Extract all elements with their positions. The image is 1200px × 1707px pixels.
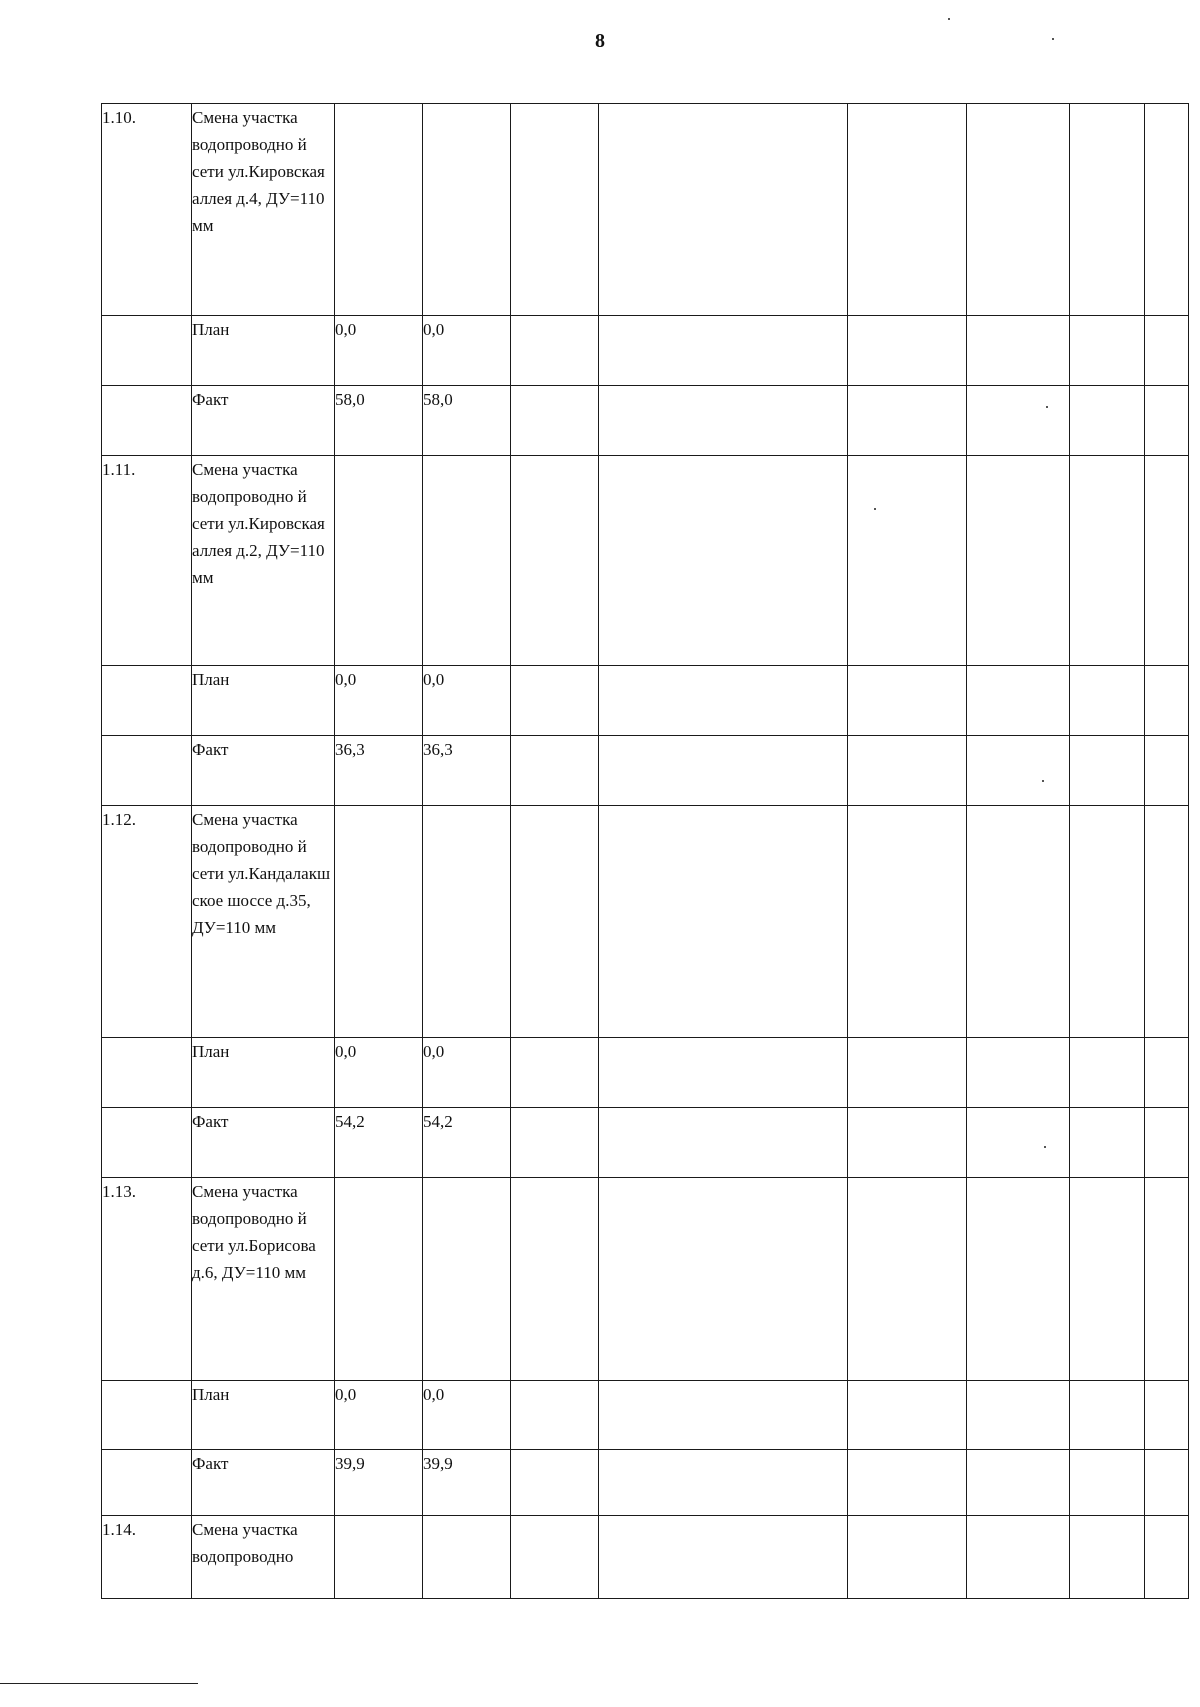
- scan-speck: [1042, 780, 1044, 782]
- empty-cell: [1145, 1516, 1189, 1599]
- empty-cell: [511, 666, 599, 736]
- empty-cell: [848, 666, 967, 736]
- table-row: [102, 1381, 1189, 1450]
- empty-cell: [1145, 666, 1189, 736]
- empty-cell: [423, 1516, 511, 1599]
- empty-cell: [1070, 104, 1145, 316]
- empty-cell: [335, 456, 423, 666]
- plan-label: План: [192, 1038, 335, 1108]
- empty-cell: [599, 736, 848, 806]
- empty-cell: [967, 1108, 1070, 1178]
- plan-label: План: [192, 316, 335, 386]
- scan-speck: [874, 508, 876, 510]
- table-row: [102, 1038, 1189, 1108]
- empty-cell: [1145, 1178, 1189, 1381]
- empty-cell: [599, 386, 848, 456]
- plan-value: 0,0: [335, 316, 423, 386]
- empty-cell: [511, 386, 599, 456]
- plan-value: 0,0: [423, 1381, 511, 1450]
- table-row: [102, 1516, 1189, 1599]
- empty-cell: [102, 1108, 192, 1178]
- empty-cell: [599, 1108, 848, 1178]
- footnote-separator: [0, 1683, 198, 1684]
- plan-value: 0,0: [335, 1038, 423, 1108]
- fact-value: 36,3: [335, 736, 423, 806]
- empty-cell: [848, 1516, 967, 1599]
- table-row: [102, 1450, 1189, 1516]
- scan-speck: [1052, 38, 1054, 40]
- scan-speck: [948, 18, 950, 20]
- empty-cell: [967, 666, 1070, 736]
- item-name: Смена участка водопроводно й сети ул.Кировская аллея д.4, ДУ=110 мм: [192, 104, 335, 316]
- empty-cell: [511, 1108, 599, 1178]
- empty-cell: [1070, 1038, 1145, 1108]
- table-row: [102, 666, 1189, 736]
- fact-label: Факт: [192, 386, 335, 456]
- empty-cell: [102, 666, 192, 736]
- scan-speck: [1044, 1146, 1046, 1148]
- scan-speck: [1046, 406, 1048, 408]
- empty-cell: [967, 104, 1070, 316]
- table-row: [102, 806, 1189, 1038]
- item-number: 1.11.: [102, 456, 192, 666]
- empty-cell: [1145, 1381, 1189, 1450]
- plan-value: 0,0: [423, 316, 511, 386]
- empty-cell: [1070, 456, 1145, 666]
- empty-cell: [967, 316, 1070, 386]
- empty-cell: [599, 316, 848, 386]
- empty-cell: [967, 456, 1070, 666]
- empty-cell: [1145, 736, 1189, 806]
- fact-label: Факт: [192, 1108, 335, 1178]
- item-number: 1.10.: [102, 104, 192, 316]
- empty-cell: [511, 1516, 599, 1599]
- empty-cell: [102, 1450, 192, 1516]
- empty-cell: [1070, 386, 1145, 456]
- empty-cell: [1145, 1108, 1189, 1178]
- empty-cell: [848, 1108, 967, 1178]
- table-row: [102, 1178, 1189, 1381]
- empty-cell: [848, 386, 967, 456]
- empty-cell: [1070, 316, 1145, 386]
- empty-cell: [848, 316, 967, 386]
- empty-cell: [423, 456, 511, 666]
- empty-cell: [511, 1038, 599, 1108]
- table-row: [102, 316, 1189, 386]
- fact-value: 54,2: [423, 1108, 511, 1178]
- plan-value: 0,0: [423, 666, 511, 736]
- fact-value: 39,9: [335, 1450, 423, 1516]
- item-name: Смена участка водопроводно й сети ул.Кировская аллея д.2, ДУ=110 мм: [192, 456, 335, 666]
- fact-value: 36,3: [423, 736, 511, 806]
- plan-label: План: [192, 1381, 335, 1450]
- fact-value: 58,0: [423, 386, 511, 456]
- item-name: Смена участка водопроводно й сети ул.Кандалакш ское шоссе д.35, ДУ=110 мм: [192, 806, 335, 1038]
- empty-cell: [1070, 736, 1145, 806]
- fact-label: Факт: [192, 736, 335, 806]
- empty-cell: [967, 1516, 1070, 1599]
- empty-cell: [1070, 806, 1145, 1038]
- empty-cell: [1145, 1038, 1189, 1108]
- table-row: [102, 456, 1189, 666]
- empty-cell: [848, 1381, 967, 1450]
- empty-cell: [511, 456, 599, 666]
- fact-value: 39,9: [423, 1450, 511, 1516]
- empty-cell: [848, 736, 967, 806]
- plan-value: 0,0: [423, 1038, 511, 1108]
- empty-cell: [1145, 316, 1189, 386]
- empty-cell: [967, 736, 1070, 806]
- fact-value: 58,0: [335, 386, 423, 456]
- empty-cell: [335, 1178, 423, 1381]
- empty-cell: [599, 456, 848, 666]
- empty-cell: [599, 1450, 848, 1516]
- empty-cell: [423, 806, 511, 1038]
- empty-cell: [599, 1381, 848, 1450]
- empty-cell: [967, 1178, 1070, 1381]
- empty-cell: [1070, 1381, 1145, 1450]
- empty-cell: [1070, 1450, 1145, 1516]
- empty-cell: [511, 104, 599, 316]
- empty-cell: [848, 806, 967, 1038]
- plan-label: План: [192, 666, 335, 736]
- empty-cell: [511, 736, 599, 806]
- table-row: [102, 386, 1189, 456]
- empty-cell: [967, 1381, 1070, 1450]
- empty-cell: [102, 1381, 192, 1450]
- empty-cell: [848, 1178, 967, 1381]
- plan-value: 0,0: [335, 666, 423, 736]
- works-table: [101, 103, 1189, 1599]
- empty-cell: [102, 736, 192, 806]
- empty-cell: [511, 316, 599, 386]
- empty-cell: [1070, 1516, 1145, 1599]
- item-number: 1.14.: [102, 1516, 192, 1599]
- empty-cell: [599, 1178, 848, 1381]
- empty-cell: [848, 104, 967, 316]
- empty-cell: [511, 1178, 599, 1381]
- empty-cell: [1145, 1450, 1189, 1516]
- empty-cell: [1145, 806, 1189, 1038]
- item-name: Смена участка водопроводно: [192, 1516, 335, 1599]
- empty-cell: [967, 1038, 1070, 1108]
- empty-cell: [1070, 1178, 1145, 1381]
- empty-cell: [599, 806, 848, 1038]
- empty-cell: [423, 104, 511, 316]
- empty-cell: [1145, 104, 1189, 316]
- item-name: Смена участка водопроводно й сети ул.Борисова д.6, ДУ=110 мм: [192, 1178, 335, 1381]
- table-row: [102, 736, 1189, 806]
- empty-cell: [335, 1516, 423, 1599]
- empty-cell: [335, 104, 423, 316]
- empty-cell: [967, 1450, 1070, 1516]
- empty-cell: [1145, 386, 1189, 456]
- table-row: [102, 104, 1189, 316]
- empty-cell: [848, 1450, 967, 1516]
- empty-cell: [967, 806, 1070, 1038]
- empty-cell: [1070, 1108, 1145, 1178]
- table-row: [102, 1108, 1189, 1178]
- fact-value: 54,2: [335, 1108, 423, 1178]
- item-number: 1.13.: [102, 1178, 192, 1381]
- empty-cell: [1145, 456, 1189, 666]
- item-number: 1.12.: [102, 806, 192, 1038]
- empty-cell: [848, 1038, 967, 1108]
- plan-value: 0,0: [335, 1381, 423, 1450]
- empty-cell: [335, 806, 423, 1038]
- empty-cell: [102, 316, 192, 386]
- page-number: 8: [595, 30, 605, 52]
- empty-cell: [423, 1178, 511, 1381]
- empty-cell: [599, 104, 848, 316]
- empty-cell: [1070, 666, 1145, 736]
- empty-cell: [599, 1516, 848, 1599]
- empty-cell: [599, 666, 848, 736]
- empty-cell: [848, 456, 967, 666]
- empty-cell: [102, 1038, 192, 1108]
- fact-label: Факт: [192, 1450, 335, 1516]
- empty-cell: [102, 386, 192, 456]
- empty-cell: [511, 1450, 599, 1516]
- empty-cell: [599, 1038, 848, 1108]
- empty-cell: [967, 386, 1070, 456]
- empty-cell: [511, 806, 599, 1038]
- empty-cell: [511, 1381, 599, 1450]
